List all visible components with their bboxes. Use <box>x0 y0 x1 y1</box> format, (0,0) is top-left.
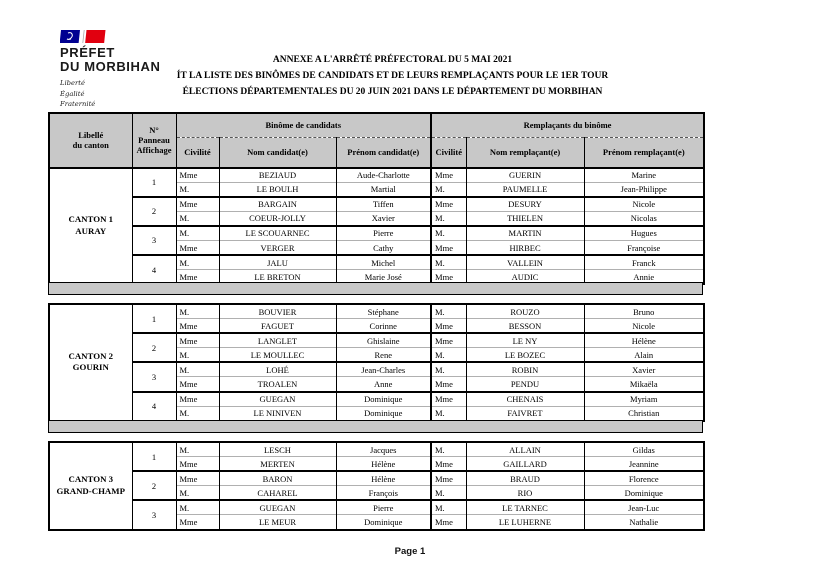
prenom-remplacant-cell: Nicole <box>584 197 704 212</box>
table-row <box>49 362 704 377</box>
prenom-candidat-cell: Rene <box>336 348 431 363</box>
panneau-number: 1 <box>132 304 176 333</box>
canton-separator <box>48 420 703 433</box>
nom-candidat-cell: LESCH <box>219 442 336 457</box>
nom-candidat-cell: MERTEN <box>219 457 336 472</box>
canton-name: CANTON 3 GRAND-CHAMP <box>49 442 132 530</box>
nom-candidat-cell: LANGLET <box>219 333 336 348</box>
nom-remplacant-cell: RIO <box>466 486 584 501</box>
nom-remplacant-cell: CHENAIS <box>466 392 584 407</box>
nom-candidat-cell: BOUVIER <box>219 304 336 319</box>
motto-line: Fraternité <box>60 100 96 109</box>
civilite-remplacant-cell: Mme <box>431 197 466 212</box>
prenom-remplacant-cell: Hugues <box>584 226 704 241</box>
header-civilite-candidat: Civilité <box>176 137 219 168</box>
nom-candidat-cell: LE NINIVEN <box>219 406 336 421</box>
nom-candidat-cell: LE BRETON <box>219 270 336 285</box>
civilite-remplacant-cell: M. <box>431 226 466 241</box>
prenom-candidat-cell: Aude-Charlotte <box>336 168 431 183</box>
panneau-number: 2 <box>132 471 176 500</box>
nom-candidat-cell: BARON <box>219 471 336 486</box>
table-row <box>49 500 704 515</box>
civilite-cell: M. <box>176 486 219 501</box>
prenom-remplacant-cell: Nathalie <box>584 515 704 530</box>
civilite-remplacant-cell: Mme <box>431 168 466 183</box>
panneau-number: 1 <box>132 442 176 471</box>
civilite-cell: M. <box>176 362 219 377</box>
french-flag-icon <box>60 30 106 43</box>
panneau-number: 4 <box>132 255 176 284</box>
header-panneau: N° Panneau Affichage <box>132 113 176 168</box>
civilite-remplacant-cell: M. <box>431 442 466 457</box>
nom-remplacant-cell: DESURY <box>466 197 584 212</box>
prenom-remplacant-cell: Nicole <box>584 319 704 334</box>
prenom-candidat-cell: Dominique <box>336 515 431 530</box>
nom-remplacant-cell: PAUMELLE <box>466 182 584 197</box>
nom-remplacant-cell: HIRBEC <box>466 240 584 255</box>
logo-line1: PRÉFET <box>60 45 115 60</box>
prenom-candidat-cell: Xavier <box>336 211 431 226</box>
candidates-table <box>48 112 705 285</box>
header-civilite-remplacant: Civilité <box>431 137 466 168</box>
civilite-cell: M. <box>176 255 219 270</box>
panneau-number: 2 <box>132 197 176 226</box>
nom-remplacant-cell: GAILLARD <box>466 457 584 472</box>
civilite-remplacant-cell: M. <box>431 348 466 363</box>
prenom-candidat-cell: Pierre <box>336 226 431 241</box>
table-row <box>49 471 704 486</box>
nom-remplacant-cell: ALLAIN <box>466 442 584 457</box>
nom-candidat-cell: LOHÉ <box>219 362 336 377</box>
page-number: Page 1 <box>394 546 426 557</box>
prenom-remplacant-cell: Françoise <box>584 240 704 255</box>
logo-line2: DU MORBIHAN <box>60 58 161 74</box>
nom-remplacant-cell: LE TARNEC <box>466 500 584 515</box>
nom-remplacant-cell: FAIVRET <box>466 406 584 421</box>
prenom-remplacant-cell: Myriam <box>584 392 704 407</box>
nom-candidat-cell: CAHAREL <box>219 486 336 501</box>
prenom-candidat-cell: Dominique <box>336 406 431 421</box>
nom-remplacant-cell: PENDU <box>466 377 584 392</box>
nom-remplacant-cell: GUERIN <box>466 168 584 183</box>
civilite-cell: Mme <box>176 240 219 255</box>
prenom-candidat-cell: Tiffen <box>336 197 431 212</box>
candidates-table <box>48 303 705 422</box>
nom-remplacant-cell: LE BOZEC <box>466 348 584 363</box>
civilite-remplacant-cell: M. <box>431 500 466 515</box>
civilite-cell: M. <box>176 500 219 515</box>
civilite-cell: M. <box>176 304 219 319</box>
civilite-cell: Mme <box>176 333 219 348</box>
nom-candidat-cell: BEZIAUD <box>219 168 336 183</box>
prenom-candidat-cell: Stéphane <box>336 304 431 319</box>
civilite-remplacant-cell: M. <box>431 255 466 270</box>
prenom-candidat-cell: Jacques <box>336 442 431 457</box>
nom-candidat-cell: FAGUET <box>219 319 336 334</box>
civilite-remplacant-cell: M. <box>431 304 466 319</box>
prenom-remplacant-cell: Hélène <box>584 333 704 348</box>
nom-remplacant-cell: BRAUD <box>466 471 584 486</box>
prenom-remplacant-cell: Jean-Luc <box>584 500 704 515</box>
motto-line: Liberté <box>60 79 86 88</box>
panneau-number: 3 <box>132 226 176 255</box>
civilite-remplacant-cell: M. <box>431 182 466 197</box>
title-line3: ÉLECTIONS DÉPARTEMENTALES DU 20 JUIN 2021 DANS LE DÉPARTEMENT DU MORBIHAN <box>182 87 603 97</box>
civilite-cell: Mme <box>176 377 219 392</box>
nom-candidat-cell: GUEGAN <box>219 500 336 515</box>
prenom-candidat-cell: Cathy <box>336 240 431 255</box>
prenom-candidat-cell: Hélène <box>336 471 431 486</box>
civilite-remplacant-cell: M. <box>431 362 466 377</box>
prenom-remplacant-cell: Dominique <box>584 486 704 501</box>
prenom-remplacant-cell: Bruno <box>584 304 704 319</box>
civilite-remplacant-cell: Mme <box>431 319 466 334</box>
civilite-cell: Mme <box>176 515 219 530</box>
prenom-remplacant-cell: Marine <box>584 168 704 183</box>
prenom-candidat-cell: Anne <box>336 377 431 392</box>
table-row <box>49 226 704 241</box>
canton-name: CANTON 2 GOURIN <box>49 304 132 421</box>
nom-remplacant-cell: MARTIN <box>466 226 584 241</box>
panneau-number: 3 <box>132 362 176 391</box>
motto-line: Égalité <box>60 89 85 98</box>
prenom-remplacant-cell: Christian <box>584 406 704 421</box>
panneau-number: 1 <box>132 168 176 197</box>
prenom-candidat-cell: Corinne <box>336 319 431 334</box>
nom-candidat-cell: BARGAIN <box>219 197 336 212</box>
header-group-remplacants: Remplaçants du binôme <box>431 113 704 137</box>
panneau-number: 3 <box>132 500 176 529</box>
table-row <box>49 255 704 270</box>
civilite-cell: M. <box>176 182 219 197</box>
title-line1: ANNEXE A L'ARRÊTÉ PRÉFECTORAL DU 5 MAI 2021 <box>272 55 513 65</box>
nom-candidat-cell: JALU <box>219 255 336 270</box>
table-row <box>49 304 704 319</box>
nom-candidat-cell: COEUR-JOLLY <box>219 211 336 226</box>
table-row <box>49 168 704 183</box>
prenom-candidat-cell: Pierre <box>336 500 431 515</box>
header-libelle-canton: Libellé du canton <box>49 113 132 168</box>
canton-name: CANTON 1 AURAY <box>49 168 132 285</box>
prenom-remplacant-cell: Florence <box>584 471 704 486</box>
civilite-cell: M. <box>176 226 219 241</box>
civilite-cell: Mme <box>176 168 219 183</box>
panneau-number: 2 <box>132 333 176 362</box>
header-group-binome: Binôme de candidats <box>176 113 431 137</box>
prenom-candidat-cell: Hélène <box>336 457 431 472</box>
table-row <box>49 333 704 348</box>
table-row <box>49 197 704 212</box>
civilite-cell: M. <box>176 406 219 421</box>
civilite-remplacant-cell: M. <box>431 211 466 226</box>
nom-remplacant-cell: LE LUHERNE <box>466 515 584 530</box>
nom-remplacant-cell: BESSON <box>466 319 584 334</box>
prenom-remplacant-cell: Mikaëla <box>584 377 704 392</box>
civilite-cell: Mme <box>176 392 219 407</box>
prenom-remplacant-cell: Gildas <box>584 442 704 457</box>
nom-candidat-cell: VERGER <box>219 240 336 255</box>
table-row <box>49 442 704 457</box>
nom-candidat-cell: GUEGAN <box>219 392 336 407</box>
prenom-candidat-cell: Ghislaine <box>336 333 431 348</box>
civilite-remplacant-cell: Mme <box>431 240 466 255</box>
nom-remplacant-cell: ROUZO <box>466 304 584 319</box>
prenom-remplacant-cell: Franck <box>584 255 704 270</box>
civilite-remplacant-cell: Mme <box>431 392 466 407</box>
civilite-cell: M. <box>176 442 219 457</box>
civilite-remplacant-cell: Mme <box>431 515 466 530</box>
nom-remplacant-cell: AUDIC <box>466 270 584 285</box>
nom-candidat-cell: LE MEUR <box>219 515 336 530</box>
nom-candidat-cell: LE BOULH <box>219 182 336 197</box>
nom-candidat-cell: LE MOULLEC <box>219 348 336 363</box>
prenom-remplacant-cell: Annie <box>584 270 704 285</box>
prenom-candidat-cell: Marie José <box>336 270 431 285</box>
civilite-cell: Mme <box>176 471 219 486</box>
civilite-cell: M. <box>176 211 219 226</box>
table-row <box>49 392 704 407</box>
document-title <box>85 52 700 100</box>
civilite-remplacant-cell: Mme <box>431 270 466 285</box>
nom-candidat-cell: LE SCOUARNEC <box>219 226 336 241</box>
header-prenom-remplacant: Prénom remplaçant(e) <box>584 137 704 168</box>
prenom-remplacant-cell: Xavier <box>584 362 704 377</box>
nom-candidat-cell: TROALEN <box>219 377 336 392</box>
prenom-remplacant-cell: Nicolas <box>584 211 704 226</box>
prenom-remplacant-cell: Jeannine <box>584 457 704 472</box>
civilite-cell: Mme <box>176 197 219 212</box>
prenom-candidat-cell: François <box>336 486 431 501</box>
header-nom-candidat: Nom candidat(e) <box>219 137 336 168</box>
title-line2: ÍT LA LISTE DES BINÔMES DE CANDIDATS ET DE LEURS REMPLAÇANTS POUR LE 1ER TOUR <box>176 71 609 81</box>
prenom-candidat-cell: Jean-Charles <box>336 362 431 377</box>
prenom-candidat-cell: Michel <box>336 255 431 270</box>
header-prenom-candidat: Prénom candidat(e) <box>336 137 431 168</box>
prenom-candidat-cell: Martial <box>336 182 431 197</box>
nom-remplacant-cell: LE NY <box>466 333 584 348</box>
civilite-cell: Mme <box>176 457 219 472</box>
header-nom-remplacant: Nom remplaçant(e) <box>466 137 584 168</box>
civilite-cell: M. <box>176 348 219 363</box>
civilite-remplacant-cell: Mme <box>431 333 466 348</box>
civilite-remplacant-cell: Mme <box>431 457 466 472</box>
nom-remplacant-cell: ROBIN <box>466 362 584 377</box>
nom-remplacant-cell: VALLEIN <box>466 255 584 270</box>
civilite-remplacant-cell: M. <box>431 486 466 501</box>
panneau-number: 4 <box>132 392 176 421</box>
civilite-remplacant-cell: Mme <box>431 377 466 392</box>
candidates-table <box>48 441 705 531</box>
civilite-remplacant-cell: Mme <box>431 471 466 486</box>
civilite-remplacant-cell: M. <box>431 406 466 421</box>
prenom-remplacant-cell: Alain <box>584 348 704 363</box>
civilite-cell: Mme <box>176 270 219 285</box>
nom-remplacant-cell: THIELEN <box>466 211 584 226</box>
prenom-candidat-cell: Dominique <box>336 392 431 407</box>
canton-separator <box>48 282 703 295</box>
prenom-remplacant-cell: Jean-Philippe <box>584 182 704 197</box>
civilite-cell: Mme <box>176 319 219 334</box>
